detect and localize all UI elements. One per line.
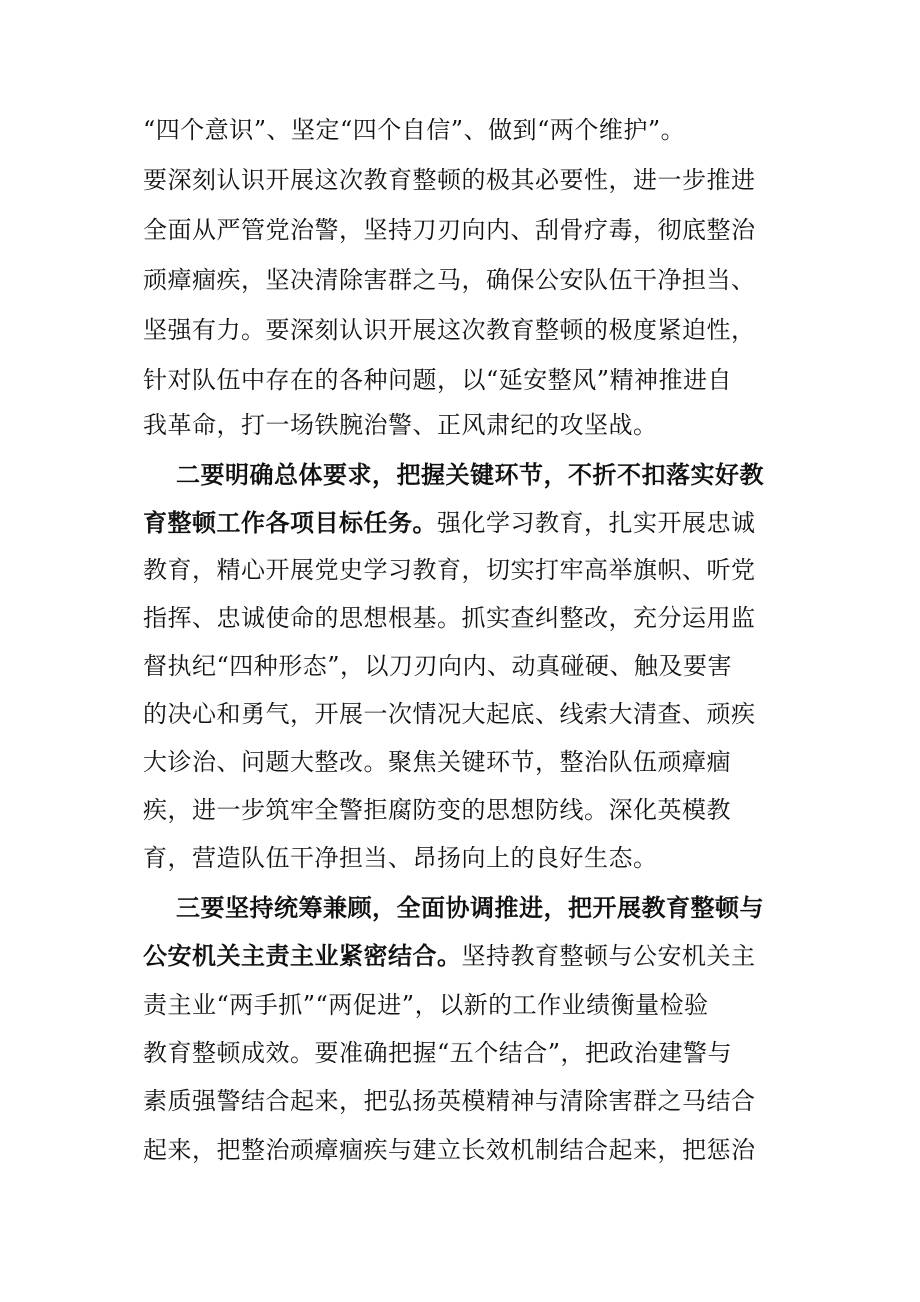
text-line: 督执纪“四种形态”，以刀刃向内、动真碰硬、触及要害 <box>143 652 733 680</box>
paragraph-heading-line <box>143 936 756 976</box>
paragraph-heading-line <box>143 503 756 543</box>
paragraph-heading-line <box>176 455 764 495</box>
body-text: 坚持教育整顿与公安机关主 <box>461 942 756 970</box>
text-line: 指挥、忠诚使命的思想根基。抓实查纠整改，充分运用监 <box>143 604 756 632</box>
text-line: 素质强警结合起来，把弘扬英模精神与清除害群之马结合 <box>143 1087 756 1115</box>
text-line: 起来，把整治顽瘴痼疾与建立长效机制结合起来，把惩治 <box>143 1136 756 1164</box>
text-line: 教育，精心开展党史学习教育，切实打牢高举旗帜、听党 <box>143 556 756 584</box>
text-line: 教育整顿成效。要准确把握“五个结合”，把政治建警与 <box>143 1039 733 1067</box>
bold-heading-text: 公安机关主责主业紧密结合。 <box>143 942 462 970</box>
bold-heading-text: 二要明确总体要求，把握关键环节，不折不扣落实好教 <box>176 461 764 489</box>
text-line: 顽瘴痼疾，坚决清除害群之马，确保公安队伍干净担当、 <box>143 266 756 294</box>
text-line: 坚强有力。要深刻认识开展这次教育整顿的极度紧迫性， <box>143 316 756 344</box>
bold-heading-text: 三要坚持统筹兼顾，全面协调推进，把开展教育整顿与 <box>176 894 764 922</box>
bold-heading-text: 育整顿工作各项目标任务。 <box>143 509 437 537</box>
text-line: 全面从严管党治警，坚持刀刃向内、刮骨疗毒，彻底整治 <box>143 216 756 244</box>
paragraph-heading-line <box>176 888 764 928</box>
text-line: 责主业“两手抓”“两促进”，以新的工作业绩衡量检验 <box>143 991 709 1019</box>
body-text: 强化学习教育，扎实开展忠诚 <box>437 509 756 537</box>
text-line: 要深刻认识开展这次教育整顿的极其必要性，进一步推进 <box>143 166 756 194</box>
text-line: 针对队伍中存在的各种问题，以“延安整风”精神推进自 <box>143 366 733 394</box>
text-line: 育，营造队伍干净担当、昂扬向上的良好生态。 <box>143 844 658 872</box>
text-line: 疾，进一步筑牢全警拒腐防变的思想防线。深化英模教 <box>143 796 731 824</box>
text-line: 的决心和勇气，开展一次情况大起底、线索大清查、顽疾 <box>143 700 756 728</box>
text-line: 我革命，打一场铁腕治警、正风肃纪的攻坚战。 <box>143 411 658 439</box>
text-line: “四个意识”、坚定“四个自信”、做到“两个维护”。 <box>143 116 686 144</box>
text-line: 大诊治、问题大整改。聚焦关键环节，整治队伍顽瘴痼 <box>143 748 731 776</box>
